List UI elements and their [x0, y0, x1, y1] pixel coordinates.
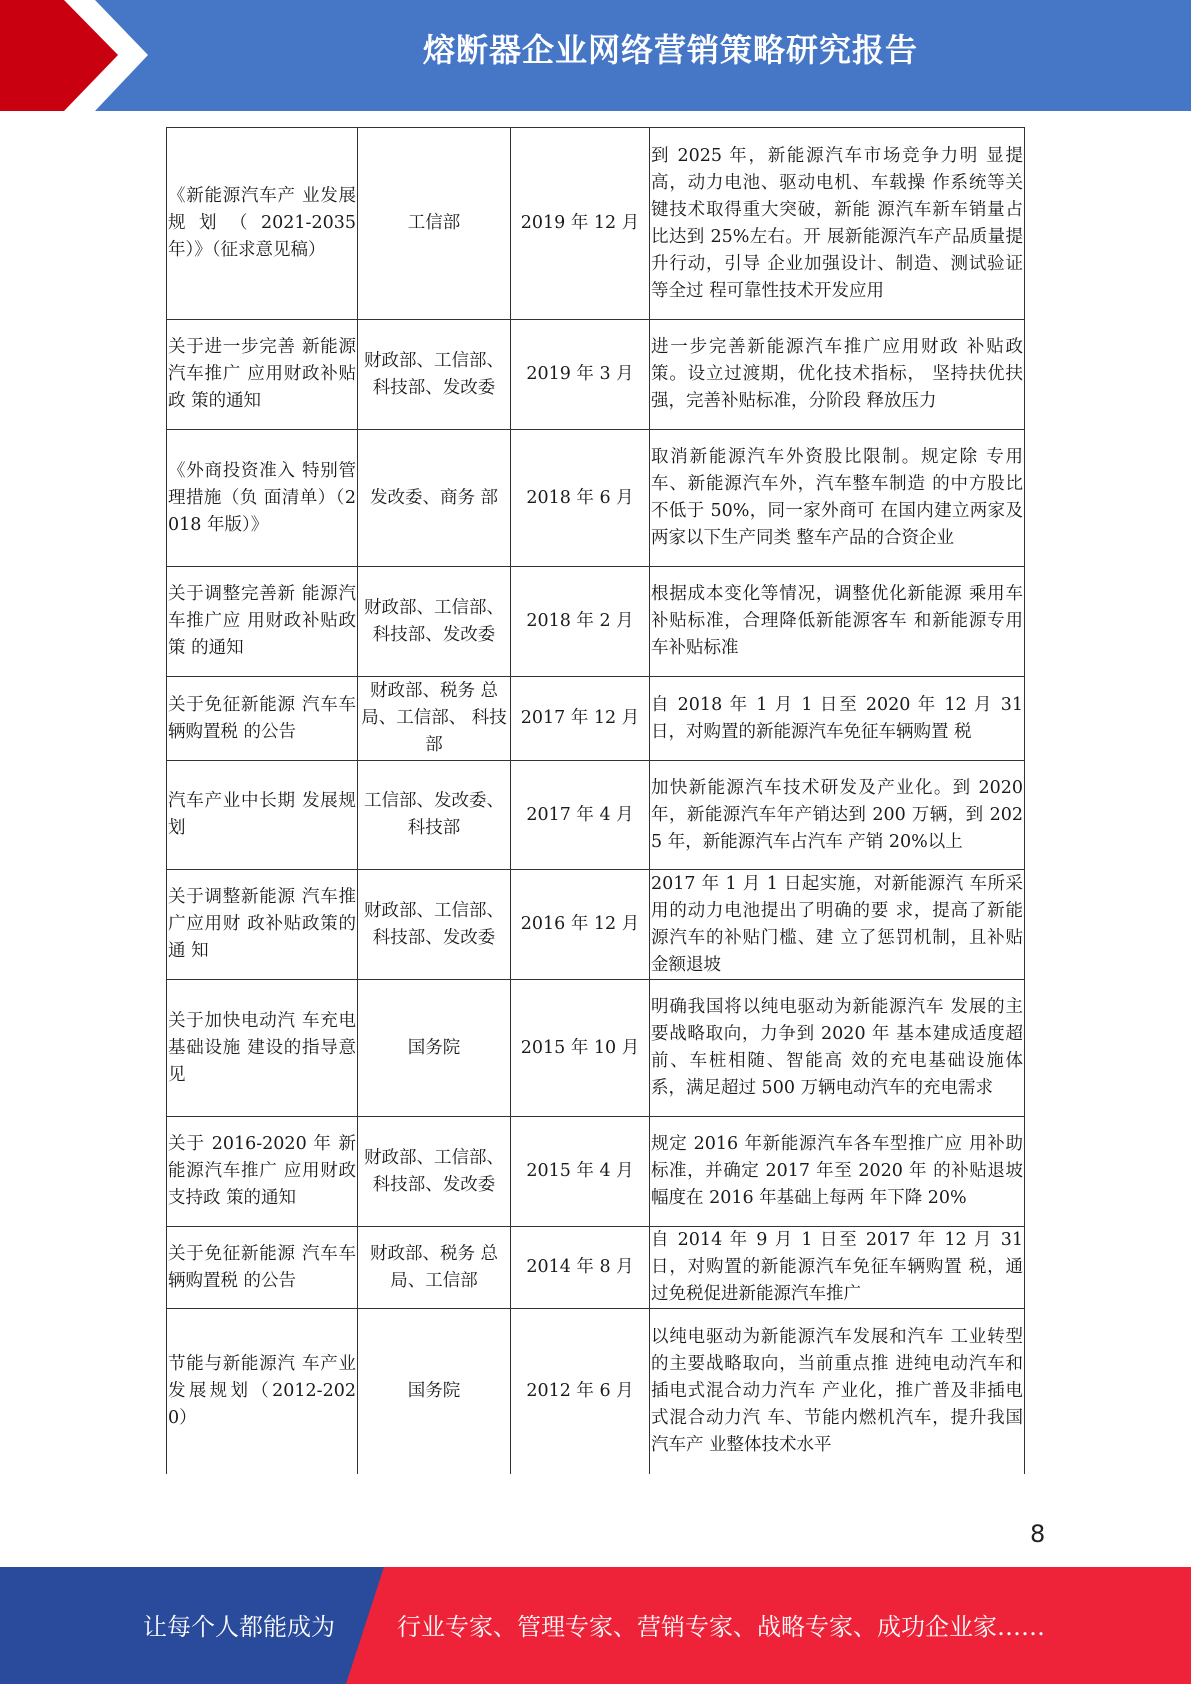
policy-dept-cell: 财政部、工信部、科技部、发改委 — [358, 870, 511, 980]
policy-name-cell: 《新能源汽车产 业发展规划（2021-2035 年）》（征求意见稿） — [167, 128, 358, 320]
policy-name-cell: 节能与新能源汽 车产业发展规划（2012-2020） — [167, 1309, 358, 1474]
policy-dept-cell: 国务院 — [358, 1309, 511, 1474]
table-row — [167, 761, 1025, 870]
policy-date-cell: 2018 年 6 月 — [511, 430, 650, 567]
policy-name-cell: 关于调整完善新 能源汽车推广应 用财政补贴政策 的通知 — [167, 567, 358, 677]
policy-dept-cell: 发改委、商务 部 — [358, 430, 511, 567]
policy-date-cell: 2015 年 10 月 — [511, 980, 650, 1117]
table-row — [167, 1227, 1025, 1309]
policy-date-cell: 2017 年 12 月 — [511, 677, 650, 761]
policy-date-cell: 2019 年 12 月 — [511, 128, 650, 320]
policy-dept-cell: 国务院 — [358, 980, 511, 1117]
table-row — [167, 1117, 1025, 1227]
footer-slogan-right: 行业专家、管理专家、营销专家、战略专家、成功企业家…… — [397, 1613, 1045, 1641]
policy-content-cell: 规定 2016 年新能源汽车各车型推广应 用补助标准，并确定 2017 年至 2020 年 的补贴退坡幅度在 2016 年基础上每两 年下降 20% — [650, 1117, 1025, 1227]
policy-content-cell: 根据成本变化等情况，调整优化新能源 乘用车补贴标准，合理降低新能源客车 和新能源专用车补贴标准 — [650, 567, 1025, 677]
policy-table — [166, 127, 1025, 1474]
policy-content-cell: 自 2014 年 9 月 1 日至 2017 年 12 月 31 日，对购置的新能源汽车免征车辆购置 税，通过免税促进新能源汽车推广 — [650, 1227, 1025, 1309]
policy-date-cell: 2012 年 6 月 — [511, 1309, 650, 1474]
table-row — [167, 320, 1025, 430]
policy-name-cell: 关于加快电动汽 车充电基础设施 建设的指导意见 — [167, 980, 358, 1117]
policy-date-cell: 2014 年 8 月 — [511, 1227, 650, 1309]
table-row — [167, 677, 1025, 761]
policy-content-cell: 进一步完善新能源汽车推广应用财政 补贴政策。设立过渡期，优化技术指标， 坚持扶优扶强，完善补贴标准，分阶段 释放压力 — [650, 320, 1025, 430]
policy-name-cell: 关于免征新能源 汽车车辆购置税 的公告 — [167, 677, 358, 761]
footer-slogan-left: 让每个人都能成为 — [143, 1613, 335, 1641]
policy-name-cell: 关于调整新能源 汽车推广应用财 政补贴政策的通 知 — [167, 870, 358, 980]
policy-content-cell: 取消新能源汽车外资股比限制。规定除 专用车、新能源汽车外，汽车整车制造 的中方股比不低于 50%，同一家外商可 在国内建立两家及两家以下生产同类 整车产品的合资企业 — [650, 430, 1025, 567]
table-row — [167, 980, 1025, 1117]
policy-dept-cell: 工信部、发改委、科技部 — [358, 761, 511, 870]
table-row — [167, 870, 1025, 980]
policy-date-cell: 2017 年 4 月 — [511, 761, 650, 870]
policy-dept-cell: 财政部、税务 总局、工信部、 科技部 — [358, 677, 511, 761]
table-row — [167, 567, 1025, 677]
policy-date-cell: 2015 年 4 月 — [511, 1117, 650, 1227]
policy-content-cell: 2017 年 1 月 1 日起实施，对新能源汽 车所采用的动力电池提出了明确的要 求，提高了新能源汽车的补贴门槛、建 立了惩罚机制，且补贴金额退坡 — [650, 870, 1025, 980]
table-row — [167, 430, 1025, 567]
policy-content-cell: 以纯电驱动为新能源汽车发展和汽车 工业转型的主要战略取向，当前重点推 进纯电动汽车和插电式混合动力汽车 产业化，推广普及非插电式混合动力汽 车、节能内燃机汽车，提升我国汽车产 业整体技术水平 — [650, 1309, 1025, 1474]
policy-dept-cell: 财政部、工信部、科技部、发改委 — [358, 320, 511, 430]
policy-name-cell: 关于 2016-2020 年 新能源汽车推广 应用财政支持政 策的通知 — [167, 1117, 358, 1227]
policy-content-cell: 到 2025 年，新能源汽车市场竞争力明 显提高，动力电池、驱动电机、车载操 作系统等关键技术取得重大突破，新能 源汽车新车销量占比达到 25%左右。开 展新能源汽车产品质量提升行动，引导 企业加强设计、制造、测试验证等全过 程可靠性技术开发应用 — [650, 128, 1025, 320]
policy-content-cell: 自 2018 年 1 月 1 日至 2020 年 12 月 31 日，对购置的新能源汽车免征车辆购置 税 — [650, 677, 1025, 761]
policy-dept-cell: 工信部 — [358, 128, 511, 320]
policy-name-cell: 汽车产业中长期 发展规划 — [167, 761, 358, 870]
policy-name-cell: 《外商投资准入 特别管理措施（负 面清单）（2018 年版）》 — [167, 430, 358, 567]
policy-date-cell: 2019 年 3 月 — [511, 320, 650, 430]
page-title: 熔断器企业网络营销策略研究报告 — [422, 31, 918, 69]
policy-content-cell: 加快新能源汽车技术研发及产业化。到 2020 年，新能源汽车年产销达到 200 万辆，到 2025 年，新能源汽车占汽车 产销 20%以上 — [650, 761, 1025, 870]
policy-date-cell: 2018 年 2 月 — [511, 567, 650, 677]
policy-name-cell: 关于免征新能源 汽车车辆购置税 的公告 — [167, 1227, 358, 1309]
policy-content-cell: 明确我国将以纯电驱动为新能源汽车 发展的主要战略取向，力争到 2020 年 基本建成适度超前、车桩相随、智能高 效的充电基础设施体系，满足超过 500 万辆电动汽车的充电需求 — [650, 980, 1025, 1117]
page-footer — [0, 1567, 1191, 1684]
policy-date-cell: 2016 年 12 月 — [511, 870, 650, 980]
table-row — [167, 1309, 1025, 1474]
header-chevron-decoration — [0, 0, 160, 111]
page-header — [0, 0, 1191, 111]
policy-dept-cell: 财政部、工信部、科技部、发改委 — [358, 1117, 511, 1227]
policy-dept-cell: 财政部、工信部、科技部、发改委 — [358, 567, 511, 677]
page-number: 8 — [1030, 1520, 1046, 1548]
policy-dept-cell: 财政部、税务 总局、工信部 — [358, 1227, 511, 1309]
policy-name-cell: 关于进一步完善 新能源汽车推广 应用财政补贴政 策的通知 — [167, 320, 358, 430]
table-row — [167, 128, 1025, 320]
